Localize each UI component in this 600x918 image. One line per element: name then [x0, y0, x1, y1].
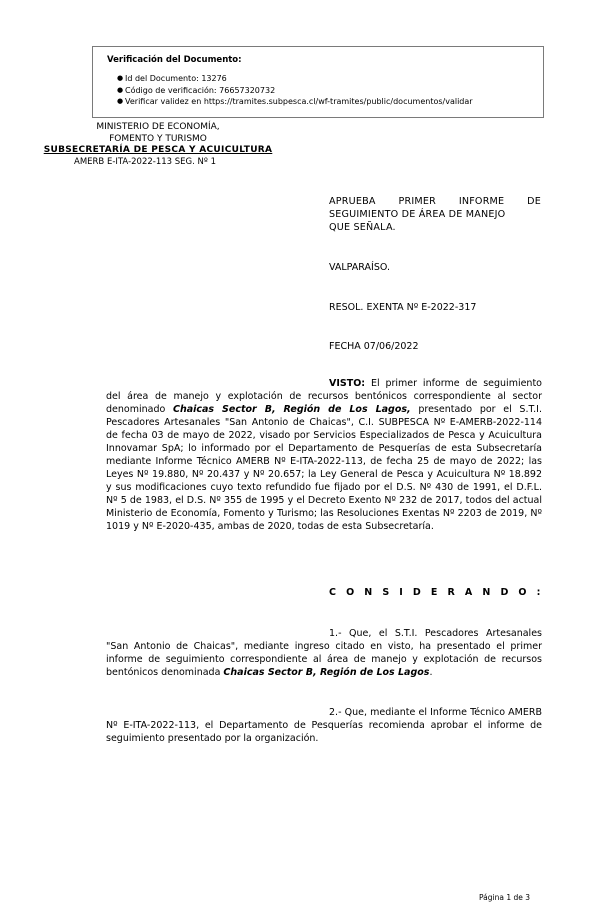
ministry-line2: FOMENTO Y TURISMO [109, 133, 207, 144]
resolution-title-line2: SEGUIMIENTO DE ÁREA DE MANEJO [329, 209, 506, 220]
visto-paragraph: VISTO: El primer informe de seguimiento del área de manejo y explotación de recursos bentónicos correspondiente al sector denominado Chaicas Sector B, Región de Los Lagos, presentado por el S.T.I. Pescadores Artesanales "San Antonio de Chaicas", C.I. SUBPESCA Nº E-AMERB-2022-114 de fecha 03 de mayo de 2022, visado por Servicios Especializados de Pesca y Acuicultura Innovamar SpA; lo informado por el Departamento de Pesquerías de esta Subsecretaría mediante Informe Técnico AMERB Nº E-ITA-2022-113, de fecha 25 de mayo de 2022; las Leyes Nº 19.880, Nº 20.437 y Nº 20.657; la Ley General de Pesca y Acuicultura Nº 18.892 y sus modificaciones cuyo texto refundido fue fijado por el D.S. Nº 430 de 1991, el D.F.L. Nº 5 de 1983, el D.S. Nº 355 de 1995 y el Decreto Exento Nº 232 de 2017, todos del actual Ministerio de Economía, Fomento y Turismo; las Resoluciones Exentas Nº 2203 de 2019, Nº 1019 y Nº E-2020-435, ambas de 2020, todas de esta Subsecretaría. [106, 378, 542, 532]
ministry-header [36, 122, 280, 157]
page-number: Página 1 de 3 [479, 893, 531, 902]
resolution-title [329, 195, 541, 234]
verification-box [92, 46, 544, 118]
ministry-line1: MINISTERIO DE ECONOMÍA, [96, 122, 220, 132]
verification-item-id: ● Id del Documento: 13276 [117, 74, 227, 83]
visto-label: VISTO: [329, 378, 366, 389]
bullet-icon: ● [117, 97, 124, 105]
considerando-heading: C O N S I D E R A N D O : [329, 587, 544, 598]
verification-title: Verificación del Documento: [107, 55, 242, 65]
verification-item-code: ● Código de verificación: 76657320732 [117, 85, 276, 95]
resolution-number: RESOL. EXENTA Nº E-2022-317 [329, 302, 477, 313]
considerando-item-1: 1.- Que, el S.T.I. Pescadores Artesanales "San Antonio de Chaicas", mediante ingreso citado en visto, ha presentado el primer informe de seguimiento correspondiente al área de manejo y explotación de recursos bentónicos denominada Chaicas Sector B, Región de Los Lagos. [106, 628, 542, 678]
bullet-icon: ● [117, 85, 124, 94]
document-reference: AMERB E-ITA-2022-113 SEG. Nº 1 [74, 157, 216, 167]
verification-list [107, 73, 533, 108]
subsecretaria-title: SUBSECRETARÍA DE PESCA Y ACUICULTURA [43, 145, 273, 155]
considerando-sector: Chaicas Sector B, Región de Los Lagos [223, 667, 430, 678]
verification-item-link[interactable]: ● Verificar validez en https://tramites.subpesca.cl/wf-tramites/public/documentos/validar [117, 97, 473, 106]
place: VALPARAÍSO. [329, 262, 390, 273]
bullet-icon: ● [117, 74, 124, 82]
visto-sector: Chaicas Sector B, Región de Los Lagos, [172, 404, 411, 415]
resolution-title-line1: APRUEBA PRIMER INFORME DE [329, 196, 541, 207]
resolution-date: FECHA 07/06/2022 [329, 341, 419, 352]
resolution-title-line3: QUE SEÑALA. [329, 222, 396, 233]
considerando-item-2: 2.- Que, mediante el Informe Técnico AMERB Nº E-ITA-2022-113, el Departamento de Pesquerías recomienda aprobar el informe de seguimiento presentado por la organización. [106, 707, 542, 744]
